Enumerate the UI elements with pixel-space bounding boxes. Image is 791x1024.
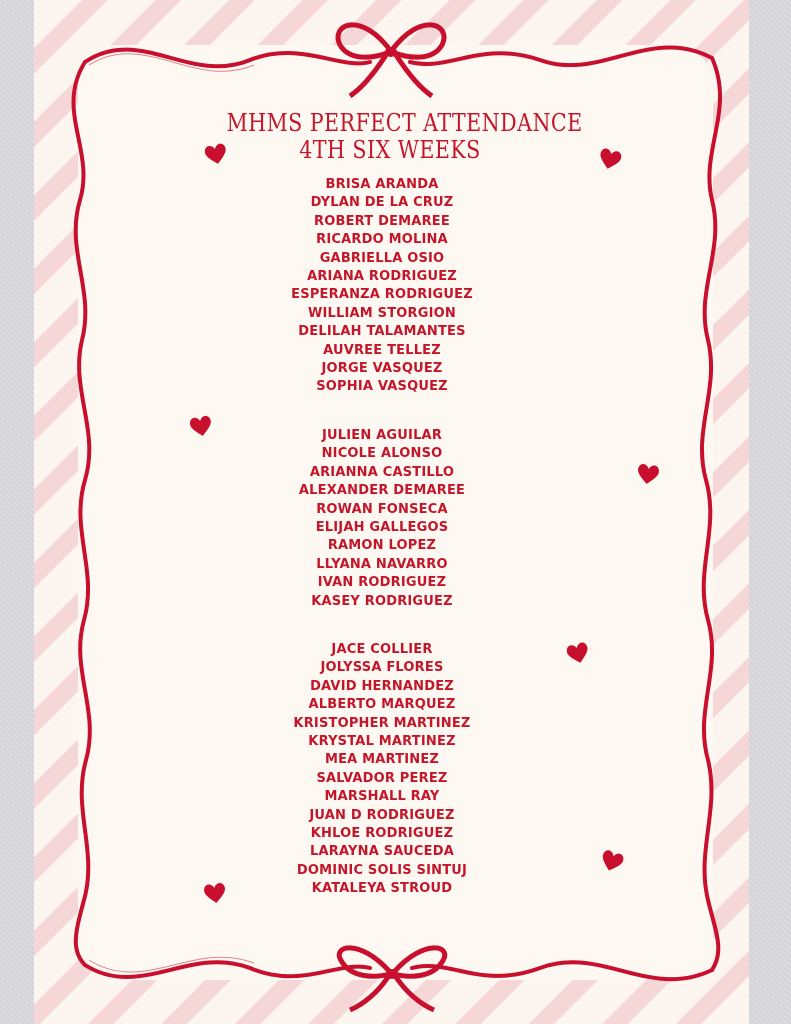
- student-name: DAVID HERNANDEZ: [310, 678, 454, 694]
- student-name: BRISA ARANDA: [325, 177, 439, 192]
- student-name: KASEY RODRIGUEZ: [311, 593, 453, 609]
- student-name: JORGE VASQUEZ: [321, 361, 443, 377]
- left-margin: [0, 0, 34, 1024]
- student-name: DOMINIC SOLIS SINTUJ: [296, 862, 468, 878]
- student-name: GABRIELLA OSIO: [319, 250, 445, 266]
- student-name: NICOLE ALONSO: [321, 446, 443, 462]
- student-name: ESPERANZA RODRIGUEZ: [291, 287, 473, 303]
- student-name: ARIANA RODRIGUEZ: [307, 269, 457, 285]
- right-margin: [749, 0, 791, 1024]
- heart-icon: [635, 461, 662, 486]
- name-list-group-2: [232, 427, 532, 611]
- student-name: RAMON LOPEZ: [327, 538, 437, 554]
- student-name: WILLIAM STORGION: [307, 305, 457, 321]
- page-title: [200, 109, 583, 164]
- heart-icon: [202, 880, 229, 905]
- student-name: ALBERTO MARQUEZ: [308, 697, 456, 713]
- student-name: ALEXANDER DEMAREE: [298, 483, 466, 499]
- student-name: SOPHIA VASQUEZ: [316, 379, 448, 395]
- student-name: MEA MARTINEZ: [324, 752, 440, 768]
- title-line-2: 4TH SIX WEEKS: [299, 136, 481, 164]
- student-name: JACE COLLIER: [331, 642, 433, 657]
- student-name: LARAYNA SAUCEDA: [310, 844, 454, 860]
- student-name: MARSHALL RAY: [324, 789, 440, 805]
- student-name: RICARDO MOLINA: [316, 232, 448, 248]
- student-name: KHLOE RODRIGUEZ: [310, 826, 454, 842]
- name-list-group-1: [232, 176, 532, 397]
- student-name: JULIEN AGUILAR: [321, 428, 443, 443]
- student-name: AUVREE TELLEZ: [323, 342, 441, 358]
- name-list-group-3: [232, 641, 532, 899]
- student-name: ARIANNA CASTILLO: [309, 464, 455, 480]
- student-name: DELILAH TALAMANTES: [298, 324, 466, 340]
- student-name: DYLAN DE LA CRUZ: [310, 195, 454, 211]
- student-name: ELIJAH GALLEGOS: [315, 520, 449, 536]
- student-name: IVAN RODRIGUEZ: [317, 575, 447, 591]
- student-name: KRISTOPHER MARTINEZ: [293, 715, 471, 731]
- student-name: JUAN D RODRIGUEZ: [309, 807, 455, 823]
- student-name: KATALEYA STROUD: [311, 881, 453, 897]
- student-name: ROWAN FONSECA: [316, 501, 448, 517]
- student-name: SALVADOR PEREZ: [316, 770, 448, 786]
- title-line-1: MHMS PERFECT ATTENDANCE: [226, 109, 583, 137]
- heart-icon: [187, 413, 214, 439]
- student-name: KRYSTAL MARTINEZ: [308, 734, 456, 750]
- student-name: ROBERT DEMAREE: [314, 213, 450, 229]
- student-name: JOLYSSA FLORES: [320, 660, 444, 676]
- student-name: LLYANA NAVARRO: [316, 556, 448, 572]
